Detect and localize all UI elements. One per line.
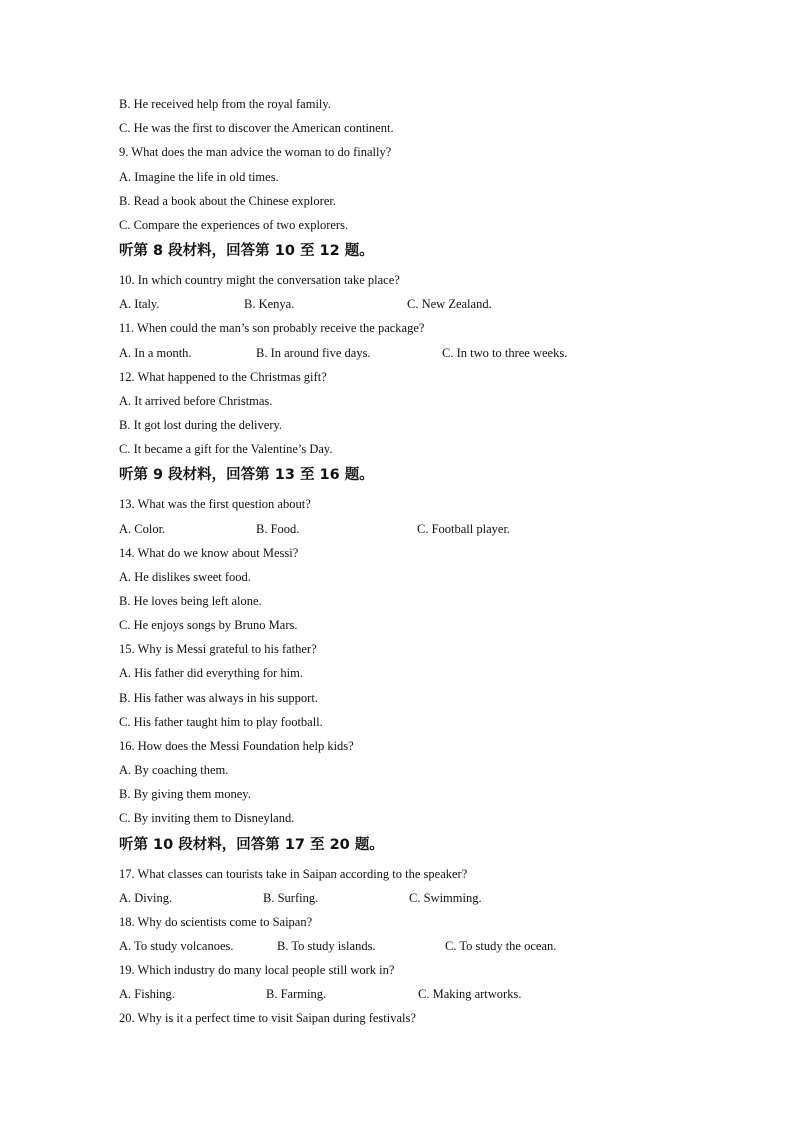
question-9: 9. What does the man advice the woman to do finally? (119, 145, 392, 159)
q18-option-a: A. To study volcanoes. (119, 939, 234, 953)
q18-option-c: C. To study the ocean. (445, 939, 557, 953)
q16-option-a: A. By coaching them. (119, 763, 229, 777)
section-10-heading: 听第 10 段材料，回答第 17 至 20 题。 (119, 837, 384, 853)
q10-option-b: B. Kenya. (244, 297, 295, 311)
question-20: 20. Why is it a perfect time to visit Saipan during festivals? (119, 1011, 416, 1025)
q11-option-c: C. In two to three weeks. (442, 346, 568, 360)
section-9-heading: 听第 9 段材料，回答第 13 至 16 题。 (119, 467, 374, 483)
question-18: 18. Why do scientists come to Saipan? (119, 915, 313, 929)
q12-option-b: B. It got lost during the delivery. (119, 418, 283, 432)
q10-option-c: C. New Zealand. (407, 297, 492, 311)
q14-option-a: A. He dislikes sweet food. (119, 570, 251, 584)
q16-option-c: C. By inviting them to Disneyland. (119, 811, 295, 825)
q19-option-c: C. Making artworks. (418, 987, 522, 1001)
q19-option-b: B. Farming. (266, 987, 327, 1001)
q12-option-a: A. It arrived before Christmas. (119, 394, 273, 408)
q9-option-c: C. Compare the experiences of two explorers. (119, 218, 349, 232)
question-12: 12. What happened to the Christmas gift? (119, 370, 327, 384)
q18-option-b: B. To study islands. (277, 939, 376, 953)
q15-option-c: C. His father taught him to play football. (119, 715, 323, 729)
q15-option-b: B. His father was always in his support. (119, 691, 318, 705)
q17-option-a: A. Diving. (119, 891, 173, 905)
q9-option-a: A. Imagine the life in old times. (119, 170, 279, 184)
question-19: 19. Which industry do many local people still work in? (119, 963, 395, 977)
question-10: 10. In which country might the conversation take place? (119, 273, 400, 287)
question-16: 16. How does the Messi Foundation help kids? (119, 739, 354, 753)
question-14: 14. What do we know about Messi? (119, 546, 299, 560)
q17-option-c: C. Swimming. (409, 891, 482, 905)
q17-option-b: B. Surfing. (263, 891, 319, 905)
q13-option-b: B. Food. (256, 522, 300, 536)
q14-option-b: B. He loves being left alone. (119, 594, 262, 608)
q11-option-a: A. In a month. (119, 346, 192, 360)
q8-option-b: B. He received help from the royal family. (119, 97, 331, 111)
q9-option-b: B. Read a book about the Chinese explorer. (119, 194, 336, 208)
question-15: 15. Why is Messi grateful to his father? (119, 642, 317, 656)
q16-option-b: B. By giving them money. (119, 787, 251, 801)
q8-option-c: C. He was the first to discover the American continent. (119, 121, 394, 135)
q13-option-c: C. Football player. (417, 522, 511, 536)
section-8-heading: 听第 8 段材料，回答第 10 至 12 题。 (119, 243, 374, 259)
q15-option-a: A. His father did everything for him. (119, 666, 303, 680)
q10-option-a: A. Italy. (119, 297, 160, 311)
question-11: 11. When could the man’s son probably receive the package? (119, 321, 425, 335)
q19-option-a: A. Fishing. (119, 987, 175, 1001)
q14-option-c: C. He enjoys songs by Bruno Mars. (119, 618, 298, 632)
q12-option-c: C. It became a gift for the Valentine’s Day. (119, 442, 333, 456)
question-17: 17. What classes can tourists take in Saipan according to the speaker? (119, 867, 468, 881)
question-13: 13. What was the first question about? (119, 497, 311, 511)
q11-option-b: B. In around five days. (256, 346, 371, 360)
q13-option-a: A. Color. (119, 522, 166, 536)
